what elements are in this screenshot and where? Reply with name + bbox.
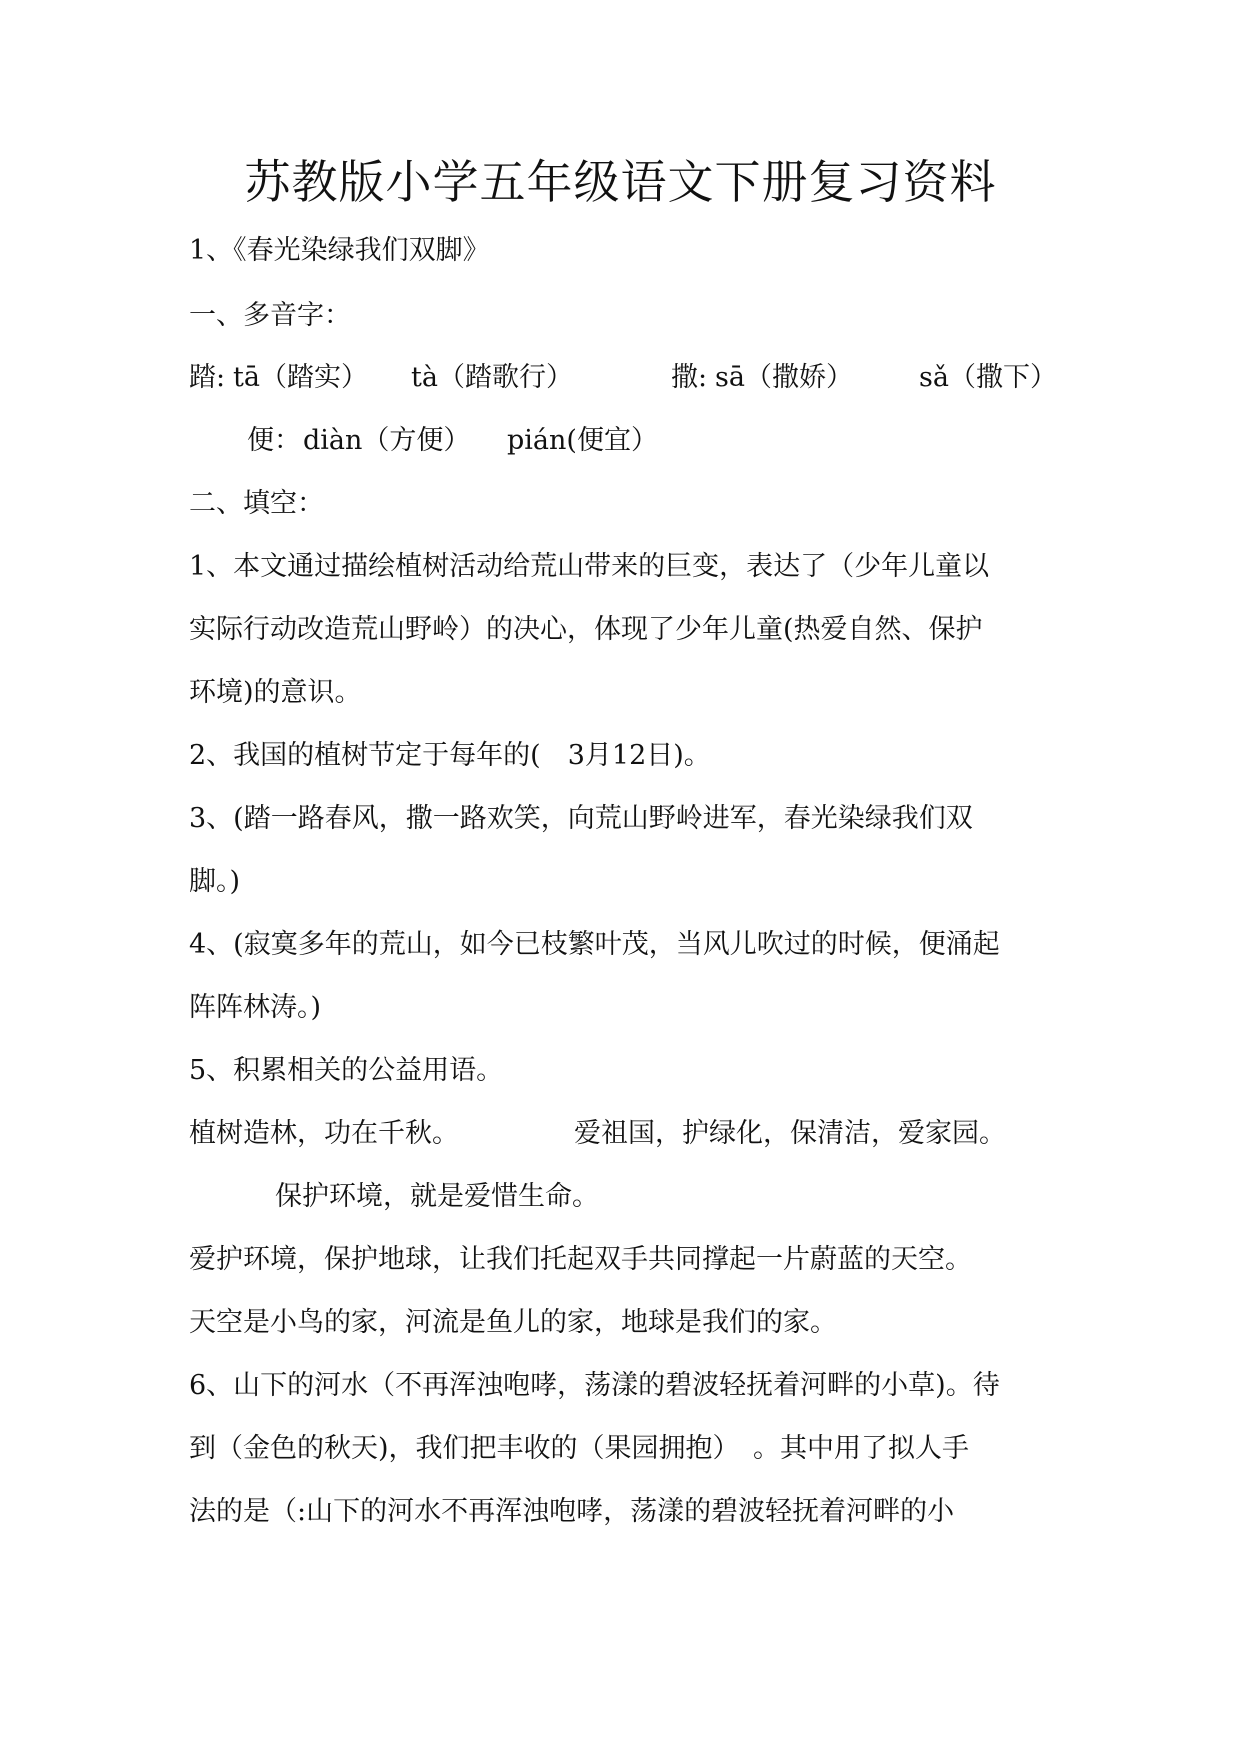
slogan-2: 爱祖国，护绿化，保清洁，爱家园。 [574,1118,1006,1149]
ta-reading-1: tā（踏实） [233,362,368,393]
item-4-line-1: 4、(寂寞多年的荒山，如今已枝繁叶茂，当风儿吹过的时候，便涌起 [189,929,1000,960]
item-6-line-1: 6、山下的河水（不再浑浊咆哮，荡漾的碧波轻抚着河畔的小草)。待 [189,1370,1000,1401]
slogan-1: 植树造林，功在千秋。 [189,1118,459,1149]
bian-reading-2: pián(便宜） [507,425,658,456]
item-4-line-2: 阵阵林涛。) [189,992,322,1023]
sa-char: 撒: [671,362,708,393]
item-6-line-3: 法的是（:山下的河水不再浑浊咆哮，荡漾的碧波轻抚着河畔的小 [189,1496,955,1527]
slogan-3: 保护环境，就是爱惜生命。 [275,1181,599,1212]
polyphones-heading: 一、多音字： [189,300,351,331]
item-2: 2、我国的植树节定于每年的( 3月12日)。 [189,740,711,771]
document-title: 苏教版小学五年级语文下册复习资料 [244,155,997,209]
item-3-line-2: 脚。) [189,866,241,897]
slogans-row-1 [189,1114,1069,1154]
sa-reading-1: sā（撒娇） [715,362,853,393]
item-3-line-1: 3、(踏一路春风，撒一路欢笑，向荒山野岭进军，春光染绿我们双 [189,803,973,834]
polyphones-row-1 [189,358,1069,398]
ta-char: 踏: [189,362,226,393]
bian-char: 便： [247,425,301,456]
item-1-line-1: 1、本文通过描绘植树活动给荒山带来的巨变，表达了（少年儿童以 [189,551,990,582]
item-6-line-2: 到（金色的秋天)，我们把丰收的（果园拥抱） 。其中用了拟人手 [189,1433,970,1464]
polyphones-row-2 [189,421,1069,461]
slogan-5: 天空是小鸟的家，河流是鱼儿的家，地球是我们的家。 [189,1307,837,1338]
fill-heading: 二、填空： [189,488,324,519]
ta-reading-2: tà（踏歌行） [411,362,573,393]
sa-reading-2: sǎ（撒下） [919,362,1057,393]
item-5-heading: 5、积累相关的公益用语。 [189,1055,504,1086]
bian-reading-1: diàn（方便） [303,425,471,456]
item-1-line-2: 实际行动改造荒山野岭）的决心，体现了少年儿童(热爱自然、保护 [189,614,983,645]
lesson-heading: 1、《春光染绿我们双脚》 [189,235,490,266]
slogan-4: 爱护环境，保护地球，让我们托起双手共同撑起一片蔚蓝的天空。 [189,1244,972,1275]
item-1-line-3: 环境)的意识。 [189,677,362,708]
